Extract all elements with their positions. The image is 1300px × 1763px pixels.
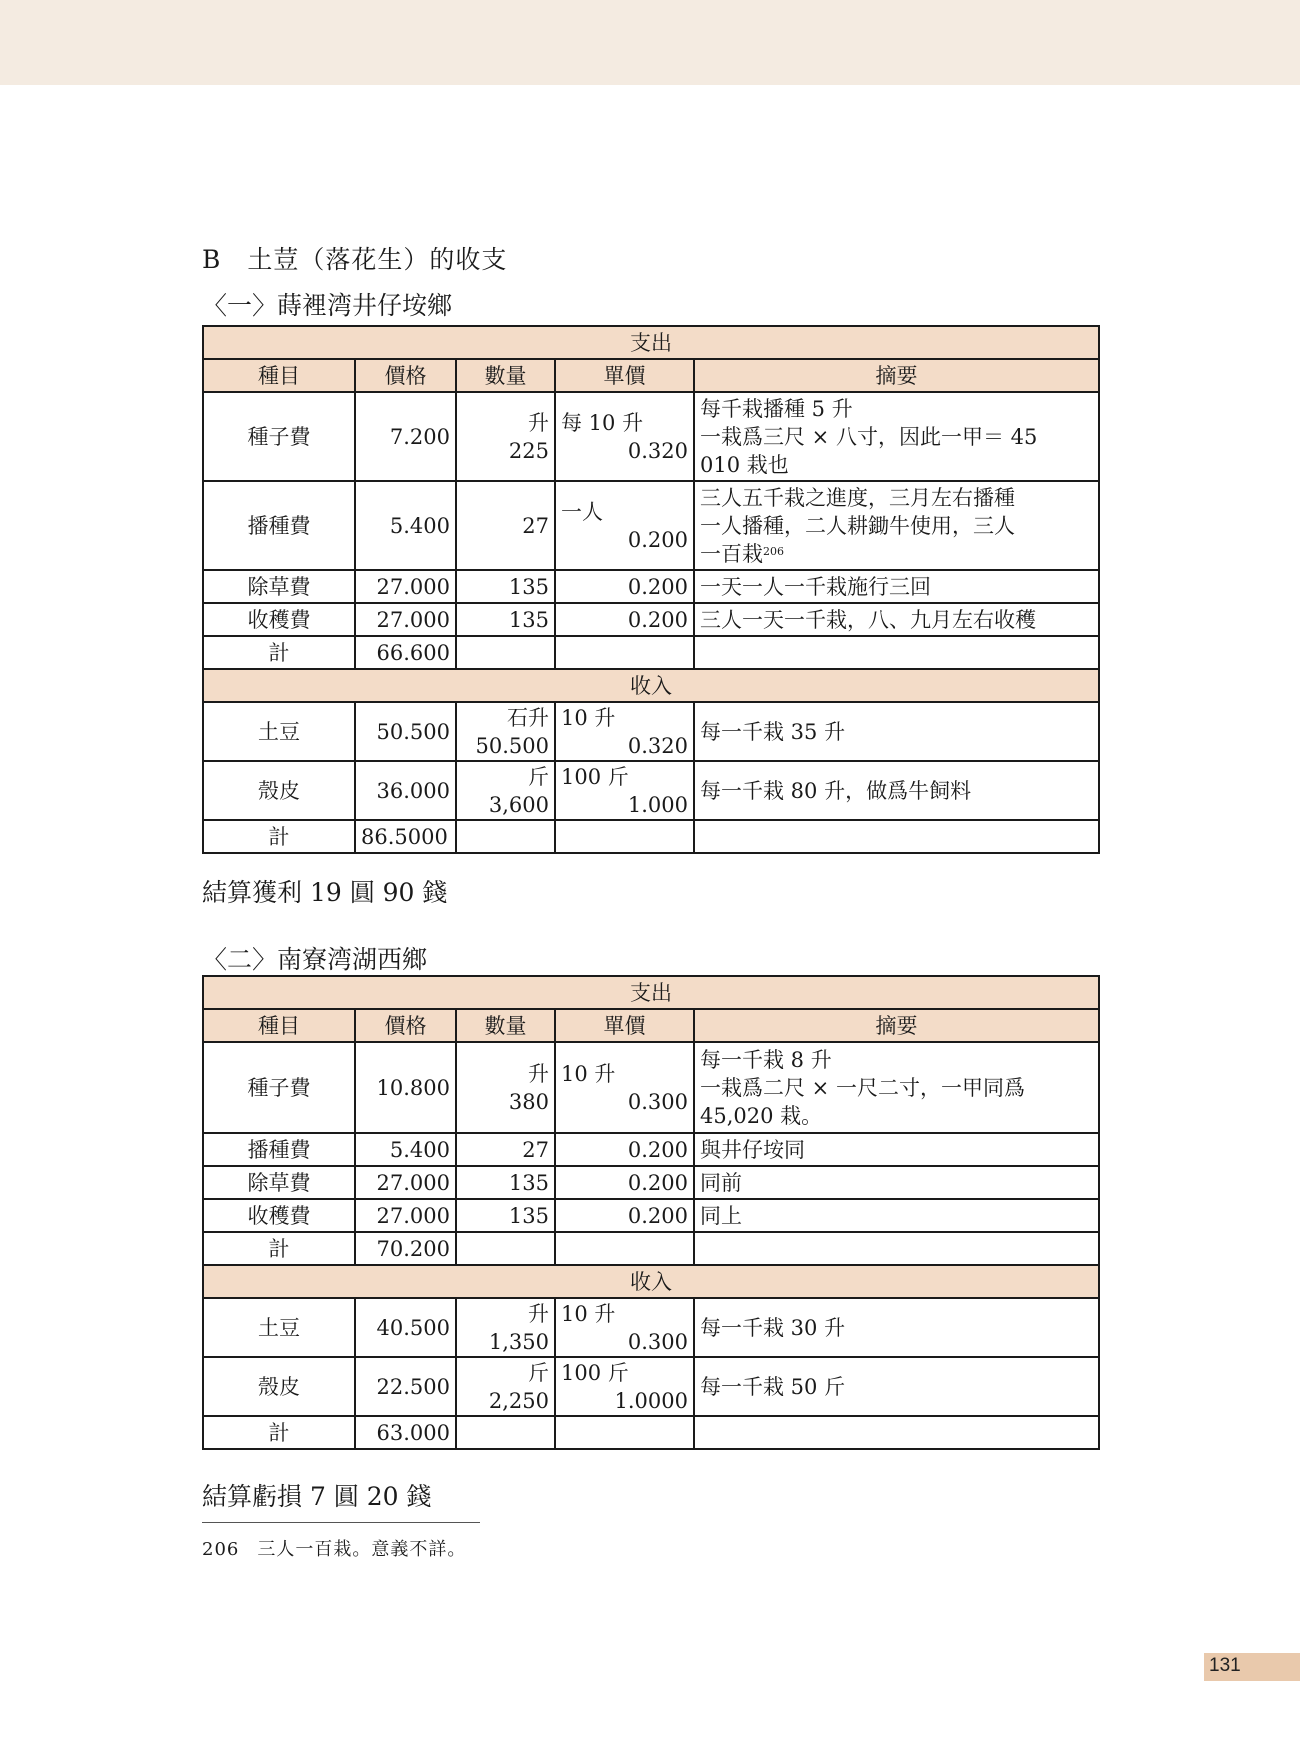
header-quantity: 數量 [456, 1009, 555, 1042]
total-value: 66.600 [355, 636, 456, 669]
price-cell: 40.500 [355, 1298, 456, 1357]
quantity-value: 1,350 [488, 1329, 549, 1354]
unit-price-cell [555, 761, 694, 820]
summary-cell: 每一千栽 80 升，做爲牛飼料 [694, 761, 1099, 820]
table-row [203, 1133, 1099, 1166]
empty-cell [456, 820, 555, 853]
table-row [203, 1199, 1099, 1232]
summary-cell [694, 481, 1099, 570]
quantity-unit: 升 [528, 410, 549, 435]
empty-cell [456, 1232, 555, 1265]
quantity-cell: 135 [456, 1199, 555, 1232]
total-value: 70.200 [355, 1232, 456, 1265]
unit-price-cell [555, 481, 694, 570]
part1-result: 結算獲利 19 圓 90 錢 [202, 878, 448, 907]
footnote-divider [202, 1522, 480, 1523]
column-header-row [203, 359, 1099, 392]
unit-price-cell: 0.200 [555, 1199, 694, 1232]
table-row [203, 761, 1099, 820]
unit-price-value: 0.320 [627, 733, 688, 758]
quantity-unit: 升 [528, 1061, 549, 1086]
quantity-value: 50.500 [475, 733, 549, 758]
expense-band-row [203, 326, 1099, 359]
price-cell: 50.500 [355, 702, 456, 761]
empty-cell [456, 636, 555, 669]
unit-price-basis: 100 斤 [561, 1360, 629, 1385]
quantity-cell: 27 [456, 1133, 555, 1166]
header-unit-price: 單價 [555, 1009, 694, 1042]
table-row [203, 481, 1099, 570]
expense-total-row [203, 636, 1099, 669]
summary-line: 三人五千栽之進度，三月左右播種 [700, 485, 1015, 510]
section-title: B 土荳（落花生）的收支 [202, 245, 508, 274]
empty-cell [555, 820, 694, 853]
expense-band-row [203, 976, 1099, 1009]
quantity-cell [456, 1298, 555, 1357]
summary-line: 一栽爲三尺 × 八寸，因此一甲＝ 45 [700, 424, 1038, 449]
quantity-cell [456, 1357, 555, 1416]
summary-cell: 三人一天一千栽，八、九月左右收穫 [694, 603, 1099, 636]
table-row [203, 603, 1099, 636]
quantity-cell [456, 392, 555, 481]
quantity-cell [456, 702, 555, 761]
summary-cell [694, 1042, 1099, 1133]
summary-cell [694, 392, 1099, 481]
price-cell: 5.400 [355, 481, 456, 570]
quantity-unit: 升 [528, 1301, 549, 1326]
header-summary: 摘要 [694, 359, 1099, 392]
unit-price-cell [555, 392, 694, 481]
summary-cell: 與井仔垵同 [694, 1133, 1099, 1166]
price-cell: 7.200 [355, 392, 456, 481]
table-row [203, 392, 1099, 481]
item-cell: 種子費 [203, 392, 355, 481]
quantity-cell: 135 [456, 1166, 555, 1199]
item-cell: 種子費 [203, 1042, 355, 1133]
column-header-row [203, 1009, 1099, 1042]
item-cell: 殼皮 [203, 1357, 355, 1416]
summary-line: 每一千栽 8 升 [700, 1047, 832, 1072]
unit-price-basis: 10 升 [561, 1301, 616, 1326]
quantity-value: 3,600 [488, 792, 549, 817]
income-total-row [203, 820, 1099, 853]
part1-ledger-table [202, 325, 1100, 854]
header-quantity: 數量 [456, 359, 555, 392]
quantity-cell: 27 [456, 481, 555, 570]
unit-price-cell [555, 1298, 694, 1357]
unit-price-basis: 一人 [561, 499, 603, 524]
summary-line: 010 栽也 [700, 452, 789, 477]
price-cell: 27.000 [355, 1199, 456, 1232]
empty-cell [555, 1416, 694, 1449]
quantity-unit: 石升 [507, 705, 549, 730]
price-cell: 10.800 [355, 1042, 456, 1133]
footnote-text: 三人一百栽。意義不詳。 [257, 1539, 467, 1560]
table-row [203, 1357, 1099, 1416]
unit-price-cell: 0.200 [555, 603, 694, 636]
item-cell: 收穫費 [203, 603, 355, 636]
quantity-unit: 斤 [528, 764, 549, 789]
item-cell: 除草費 [203, 1166, 355, 1199]
summary-cell: 同上 [694, 1199, 1099, 1232]
unit-price-value: 0.200 [627, 527, 688, 552]
total-label: 計 [203, 1232, 355, 1265]
item-cell: 收穫費 [203, 1199, 355, 1232]
unit-price-cell: 0.200 [555, 1166, 694, 1199]
total-label: 計 [203, 636, 355, 669]
item-cell: 播種費 [203, 1133, 355, 1166]
unit-price-value: 0.320 [627, 438, 688, 463]
unit-price-basis: 100 斤 [561, 764, 629, 789]
summary-line: 45,020 栽。 [700, 1103, 823, 1128]
income-label: 收入 [203, 669, 1099, 702]
footnote-reference[interactable]: 206 [763, 544, 784, 558]
quantity-cell [456, 761, 555, 820]
expense-total-row [203, 1232, 1099, 1265]
unit-price-basis: 每 10 升 [561, 410, 644, 435]
unit-price-value: 0.300 [627, 1089, 688, 1114]
empty-cell [694, 636, 1099, 669]
item-cell: 殼皮 [203, 761, 355, 820]
unit-price-value: 1.0000 [614, 1388, 688, 1413]
summary-cell: 一天一人一千栽施行三回 [694, 570, 1099, 603]
unit-price-value: 0.300 [627, 1329, 688, 1354]
summary-cell: 每一千栽 50 斤 [694, 1357, 1099, 1416]
page-number: 131 [1209, 1655, 1241, 1676]
part2-ledger-table [202, 975, 1100, 1450]
income-total-row [203, 1416, 1099, 1449]
item-cell: 土豆 [203, 1298, 355, 1357]
unit-price-cell: 0.200 [555, 570, 694, 603]
table-row [203, 570, 1099, 603]
total-label: 計 [203, 820, 355, 853]
summary-cell: 每一千栽 30 升 [694, 1298, 1099, 1357]
quantity-unit: 斤 [528, 1360, 549, 1385]
table-row [203, 1166, 1099, 1199]
header-item: 種目 [203, 1009, 355, 1042]
summary-line: 一人播種，二人耕鋤牛使用，三人 [700, 513, 1015, 538]
unit-price-cell [555, 1042, 694, 1133]
quantity-cell: 135 [456, 570, 555, 603]
income-label: 收入 [203, 1265, 1099, 1298]
empty-cell [694, 820, 1099, 853]
price-cell: 22.500 [355, 1357, 456, 1416]
table-row [203, 1298, 1099, 1357]
summary-line-text: 一百栽 [700, 541, 763, 566]
header-price: 價格 [355, 359, 456, 392]
price-cell: 27.000 [355, 1166, 456, 1199]
unit-price-basis: 10 升 [561, 705, 616, 730]
unit-price-basis: 10 升 [561, 1061, 616, 1086]
quantity-cell [456, 1042, 555, 1133]
price-cell: 36.000 [355, 761, 456, 820]
footnote [202, 1535, 466, 1561]
income-band-row [203, 1265, 1099, 1298]
part2-title: 〈二〉南寮湾湖西鄉 [202, 945, 428, 974]
header-summary: 摘要 [694, 1009, 1099, 1042]
quantity-value: 380 [508, 1089, 549, 1114]
empty-cell [694, 1416, 1099, 1449]
item-cell: 土豆 [203, 702, 355, 761]
table-row [203, 1042, 1099, 1133]
summary-line [700, 540, 1093, 568]
price-cell: 27.000 [355, 570, 456, 603]
part1-title: 〈一〉蒔裡湾井仔垵鄉 [202, 291, 453, 320]
page-header-band [0, 0, 1300, 85]
quantity-cell: 135 [456, 603, 555, 636]
part2-result: 結算虧損 7 圓 20 錢 [202, 1482, 432, 1511]
price-cell: 5.400 [355, 1133, 456, 1166]
quantity-value: 225 [508, 438, 549, 463]
expense-label: 支出 [203, 976, 1099, 1009]
total-value: 63.000 [355, 1416, 456, 1449]
total-value: 86.5000 [355, 820, 456, 853]
summary-cell: 同前 [694, 1166, 1099, 1199]
unit-price-cell [555, 702, 694, 761]
footnote-number: 206 [202, 1539, 240, 1560]
empty-cell [555, 636, 694, 669]
unit-price-cell: 0.200 [555, 1133, 694, 1166]
summary-line: 一栽爲二尺 × 一尺二寸，一甲同爲 [700, 1075, 1025, 1100]
quantity-value: 2,250 [488, 1388, 549, 1413]
item-cell: 除草費 [203, 570, 355, 603]
header-item: 種目 [203, 359, 355, 392]
unit-price-value: 1.000 [627, 792, 688, 817]
summary-line: 每千栽播種 5 升 [700, 396, 853, 421]
total-label: 計 [203, 1416, 355, 1449]
empty-cell [555, 1232, 694, 1265]
item-cell: 播種費 [203, 481, 355, 570]
empty-cell [694, 1232, 1099, 1265]
price-cell: 27.000 [355, 603, 456, 636]
summary-cell: 每一千栽 35 升 [694, 702, 1099, 761]
header-unit-price: 單價 [555, 359, 694, 392]
income-band-row [203, 669, 1099, 702]
expense-label: 支出 [203, 326, 1099, 359]
table-row [203, 702, 1099, 761]
unit-price-cell [555, 1357, 694, 1416]
header-price: 價格 [355, 1009, 456, 1042]
empty-cell [456, 1416, 555, 1449]
